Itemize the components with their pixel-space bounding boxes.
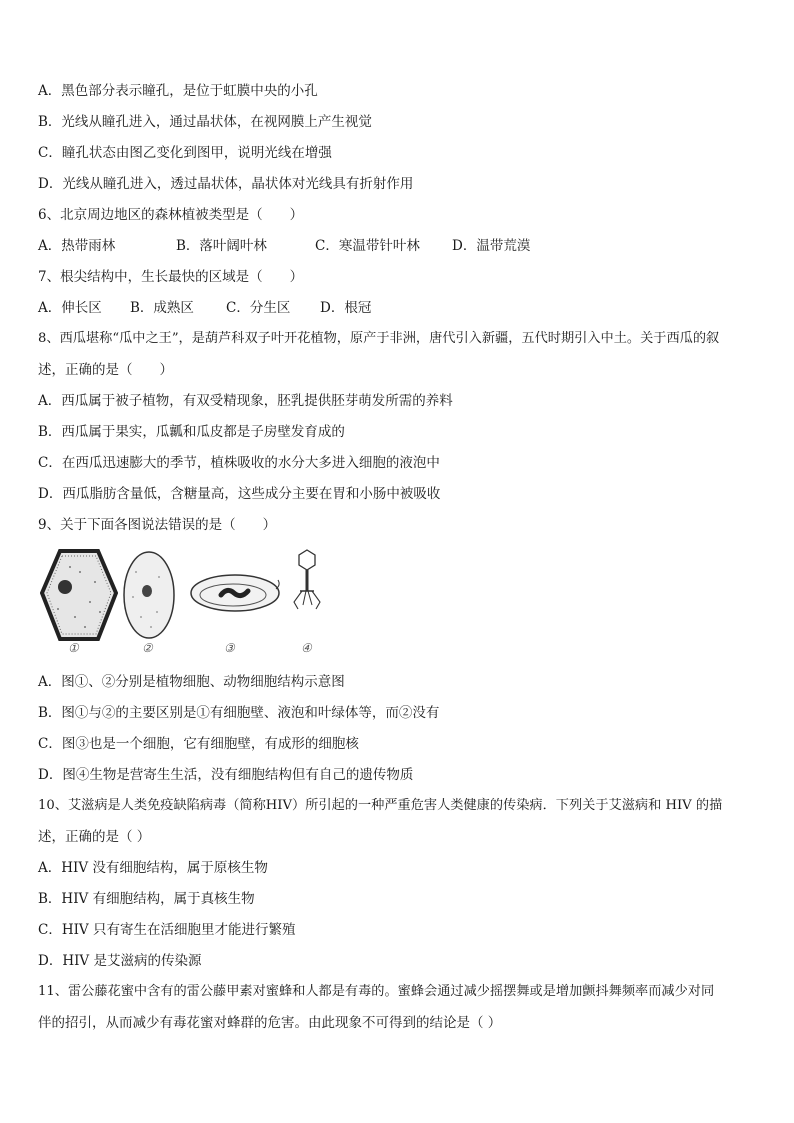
- q6-option-d: D．温带荒漠: [452, 238, 531, 254]
- q8-option-d: D．西瓜脂肪含量低，含糖量高，这些成分主要在胃和小肠中被吸收: [38, 486, 441, 502]
- q10-option-c: C．HIV 只有寄生在活细胞里才能进行繁殖: [38, 922, 296, 938]
- q9-option-c: C．图③也是一个细胞，它有细胞壁，有成形的细胞核: [38, 736, 359, 752]
- q5-option-b: B．光线从瞳孔进入，通过晶状体，在视网膜上产生视觉: [38, 114, 372, 130]
- q7-options: [38, 297, 758, 328]
- fig-label-2: ②: [142, 641, 153, 655]
- q6-options: [38, 235, 758, 266]
- q6-stem: 6、北京周边地区的森林植被类型是（ ）: [38, 207, 304, 223]
- q6-option-c: C．寒温带针叶林: [315, 238, 420, 254]
- q11-stem-line1: 11、雷公藤花蜜中含有的雷公藤甲素对蜜蜂和人都是有毒的。蜜蜂会通过减少摇摆舞或是增加颤抖舞频率而减少对同: [38, 984, 715, 999]
- fig-label-3: ③: [224, 641, 235, 655]
- q6-option-a: A．热带雨林: [38, 238, 116, 254]
- fig-label-4: ④: [301, 641, 312, 655]
- q8-stem-line1: 8、西瓜堪称“瓜中之王”，是葫芦科双子叶开花植物，原产于非洲，唐代引入新疆，五代时期引入中土。关于西瓜的叙: [38, 331, 720, 346]
- q10-stem-line2: 述，正确的是（ ）: [38, 829, 151, 845]
- plant-cell-figure: [40, 547, 118, 657]
- q8-option-c: C．在西瓜迅速膨大的季节，植株吸收的水分大多进入细胞的液泡中: [38, 455, 440, 471]
- q5-option-d: D．光线从瞳孔进入，透过晶状体，晶状体对光线具有折射作用: [38, 176, 414, 192]
- q7-option-c: C．分生区: [226, 300, 291, 316]
- q6-option-b: B．落叶阔叶林: [176, 238, 267, 254]
- q9-stem: 9、关于下面各图说法错误的是（ ）: [38, 517, 277, 533]
- q8-stem-line2: 述，正确的是（ ）: [38, 362, 173, 378]
- q8-option-b: B．西瓜属于果实，瓜瓤和瓜皮都是子房壁发育成的: [38, 424, 345, 440]
- bacterium-figure: [188, 547, 283, 657]
- q10-option-b: B．HIV 有细胞结构，属于真核生物: [38, 891, 255, 907]
- q5-option-c: C．瞳孔状态由图乙变化到图甲，说明光线在增强: [38, 145, 332, 161]
- q5-option-a: A．黑色部分表示瞳孔，是位于虹膜中央的小孔: [38, 83, 318, 99]
- q10-option-a: A．HIV 没有细胞结构，属于原核生物: [38, 860, 268, 876]
- q10-option-d: D．HIV 是艾滋病的传染源: [38, 953, 202, 969]
- q9-figures: [38, 547, 758, 657]
- q11-stem-line2: 伴的招引，从而减少有毒花蜜对蜂群的危害。由此现象不可得到的结论是（ ）: [38, 1015, 502, 1031]
- q10-stem-line1: 10、艾滋病是人类免疫缺陷病毒（简称HIV）所引起的一种严重危害人类健康的传染病．下列关于艾滋病和 HIV 的描: [38, 798, 723, 813]
- q9-option-a: A．图①、②分别是植物细胞、动物细胞结构示意图: [38, 674, 345, 690]
- q8-option-a: A．西瓜属于被子植物，有双受精现象，胚乳提供胚芽萌发所需的养料: [38, 393, 453, 409]
- q9-option-b: B．图①与②的主要区别是①有细胞壁、液泡和叶绿体等，而②没有: [38, 705, 440, 721]
- exam-page: [38, 80, 758, 1043]
- q7-option-d: D．根冠: [320, 300, 372, 316]
- q7-option-a: A．伸长区: [38, 300, 102, 316]
- q7-stem: 7、根尖结构中，生长最快的区域是（ ）: [38, 269, 304, 285]
- q9-option-d: D．图④生物是营寄生生活，没有细胞结构但有自己的遗传物质: [38, 767, 414, 783]
- fig-label-1: ①: [68, 641, 79, 655]
- q7-option-b: B．成熟区: [130, 300, 194, 316]
